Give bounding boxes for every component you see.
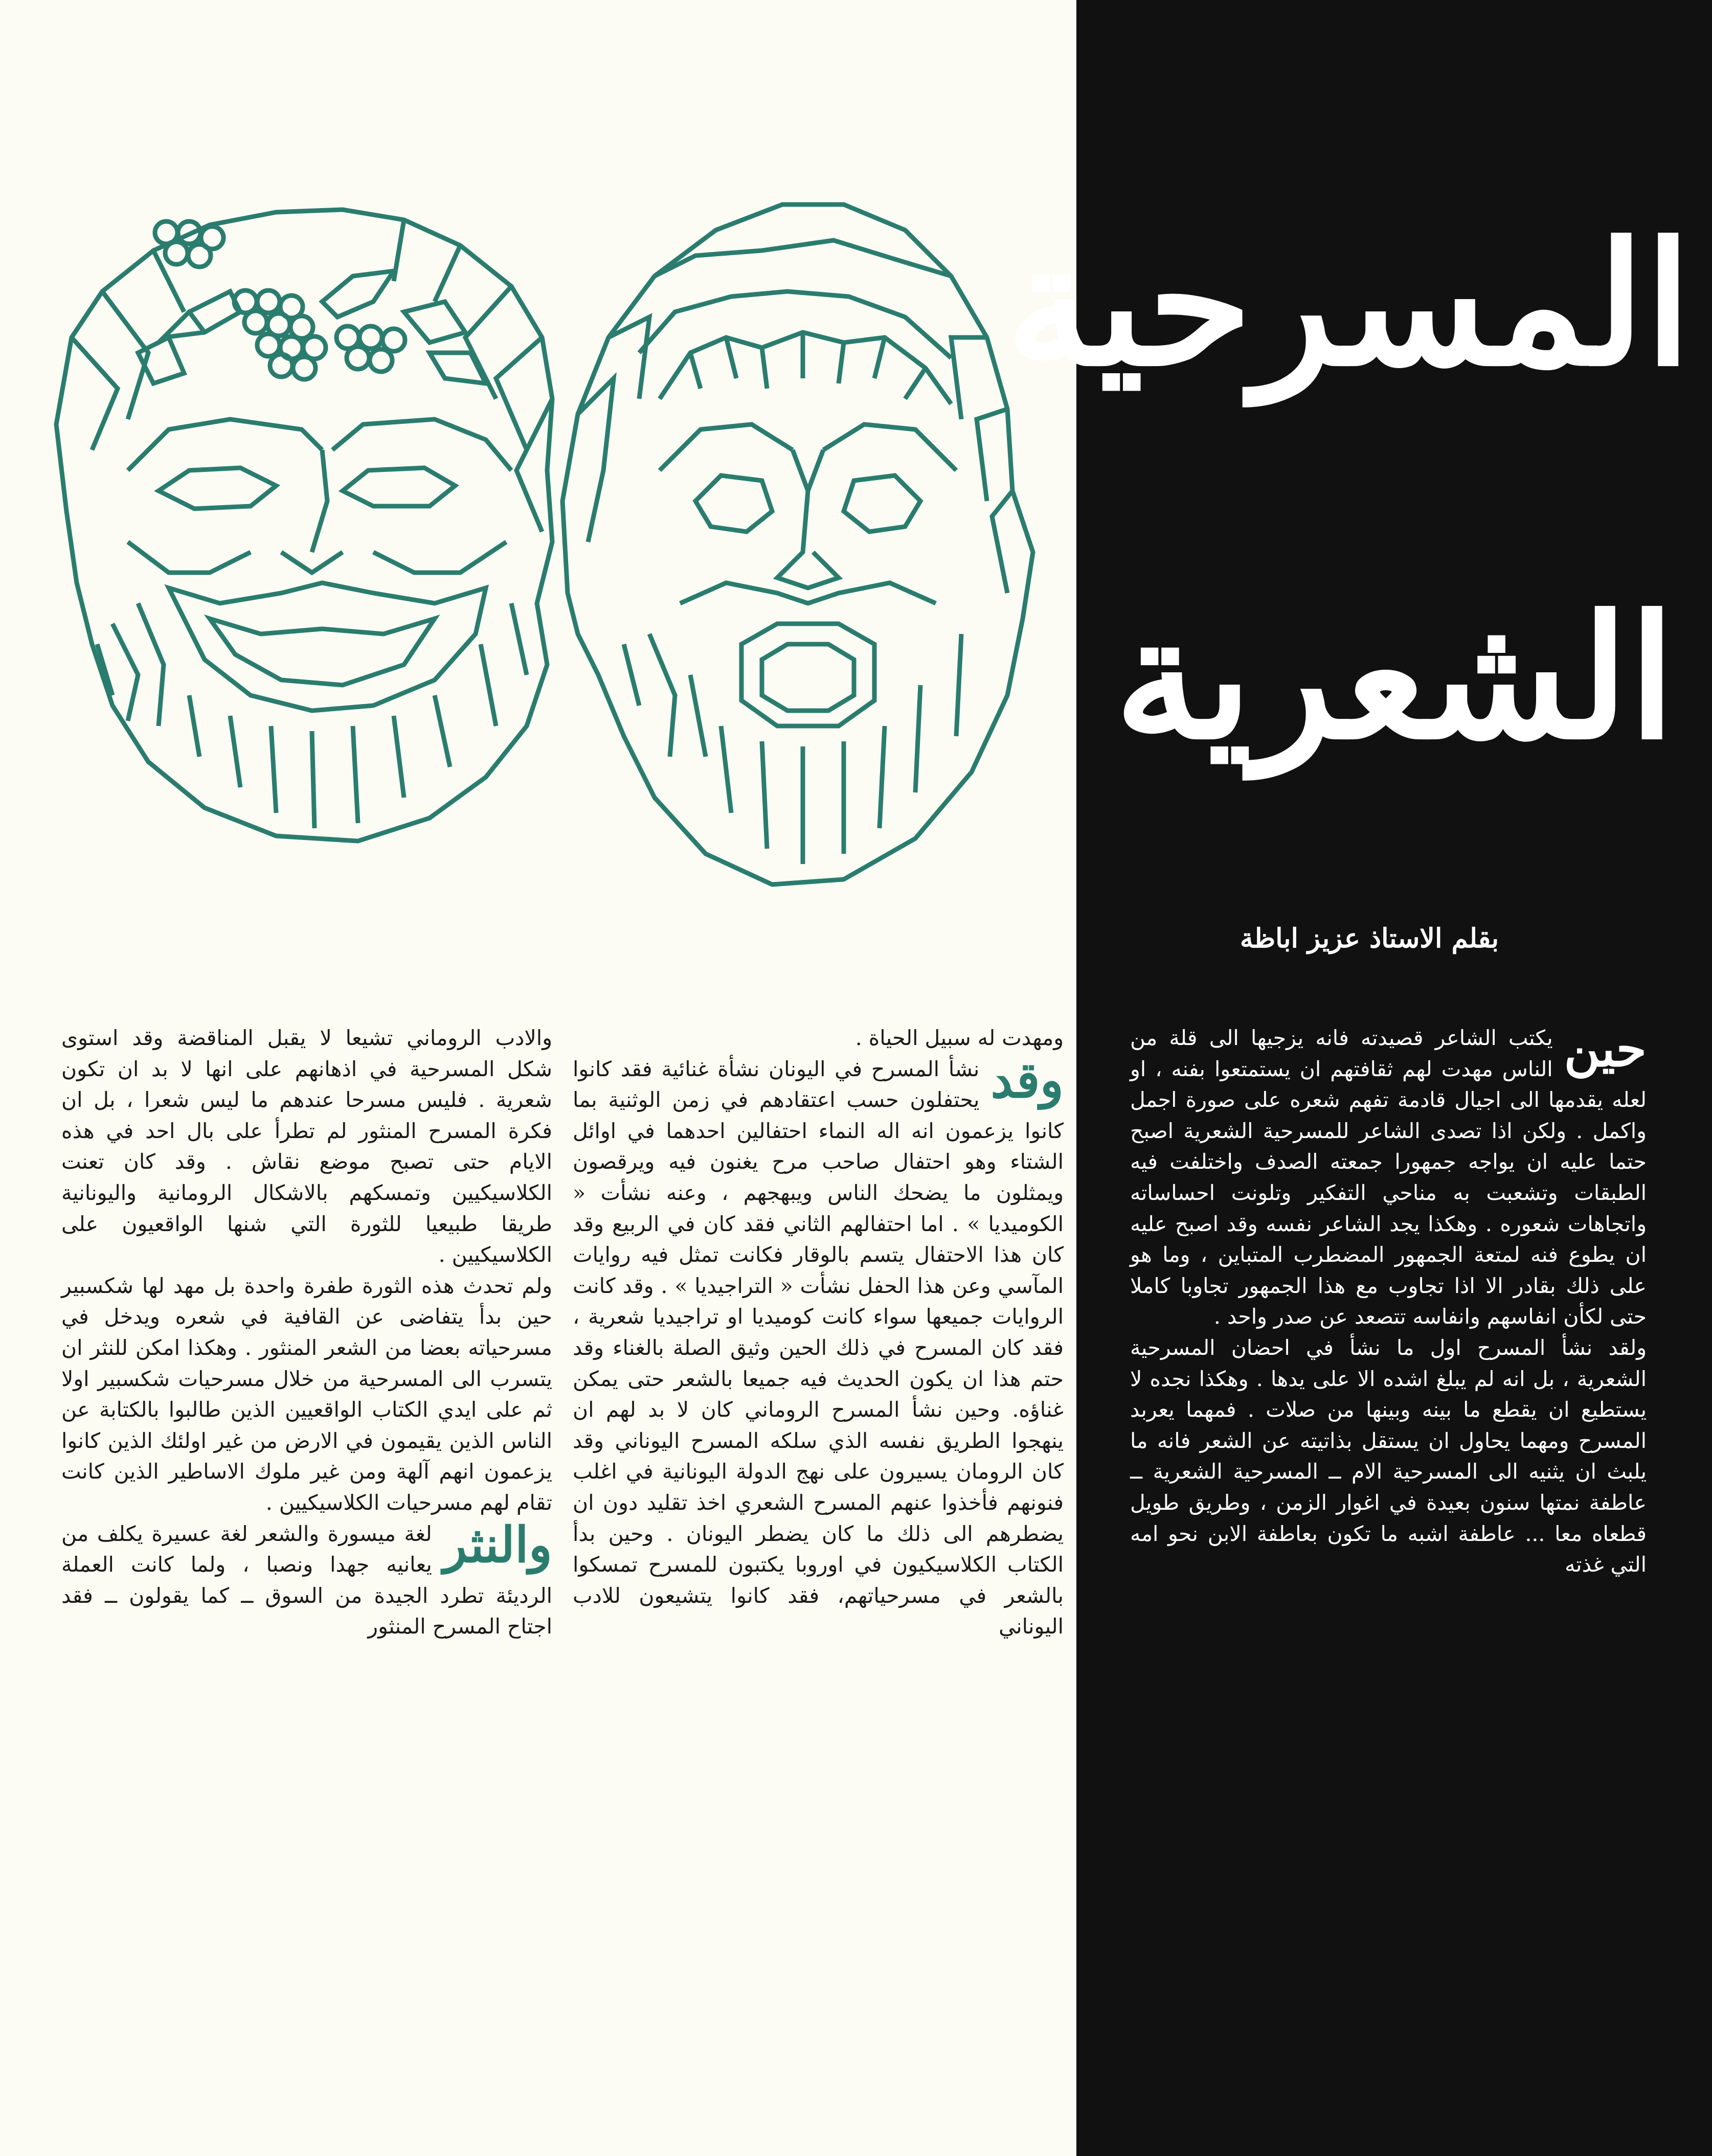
column-1-paragraph-1: يكتب الشاعر قصيدته فانه يزجيها الى قلة من الناس مهدت لهم ثقافتهم ان يستمتعوا بفنه ، او لعله يقدمها الى اجيال قادمة تفهم شعره على صورة اجمل واكمل . ولكن اذا تصدى الشاعر للمسرحية الشعرية اصبح حتما عليه ان يواجه جمهورا جمعته الصدف واختلفت فيه الطبقات وتشعبت به مناحي التفكير وتلونت احساساته واتجاهات شعوره . وهكذا يجد الشاعر نفسه وقد اصبح عليه ان يطوع فنه لمتعة الجمهور المضطرب المتباين ، وما هو على ذلك بقادر الا اذا تجاوب مع هذا الجمهور تجاوبا كاملا حتى لكأن انفاسهم وانفاسه تتصعد عن صدر واحد .	[1130, 1026, 1647, 1329]
theatre-masks-illustration	[36, 184, 1053, 920]
column-3-paragraph-2: ولم تحدث هذه الثورة طفرة واحدة بل مهد لها شكسبير حين بدأ يتفاضى عن القافية في شعره ويدخل في مسرحياته بعضا من الشعر المنثور . وهكذا امكن للنثر ان يتسرب الى المسرحية من خلال مسرحيات شكسبير اولا ثم على ايدي الكتاب الواقعيين الذين طالبوا بالكتابة عن الناس الذين يقيمون في الارض من غير اولئك الذين كانوا يزعمون انهم آلهة ومن غير ملوك الاساطير الذين كانت تقام لهم مسرحيات الكلاسيكيين .	[61, 1273, 552, 1515]
column-2-paragraph-0: ومهدت له سبيل الحياة .	[855, 1026, 1064, 1050]
column-3-paragraph-1: والادب الروماني تشيعا لا يقبل المناقضة وقد استوى شكل المسرحية في اذهانهم على انها لا بد ان تكون شعرية . فليس مسرحا عندهم ما ليس شعرا ، بل ان فكرة المسرح المنثور لم تطرأ على بال احد في هذه الايام حتى تصبح موضع نقاش . وقد كان تعنت الكلاسيكيين وتمسكهم بالاشكال الرومانية واليونانية طريقا طبيعيا للثورة التي شنها الواقعيون على الكلاسيكيين .	[61, 1026, 552, 1267]
article-column-3	[61, 1023, 552, 1642]
author-byline: بقلم الاستاذ عزيز اباظة	[1240, 923, 1499, 954]
article-column-2	[573, 1023, 1064, 1642]
tragedy-mask-icon	[562, 205, 1033, 884]
article-column-1	[1130, 1020, 1647, 1580]
column-1-paragraph-2: ولقد نشأ المسرح اول ما نشأ في احضان المسرحية الشعرية ، بل انه لم يبلغ اشده الا على يدها . وهكذا نجده لا يستطيع ان يقطع ما بينه وبينها من صلات . فمهما يعربد المسرح ومهما يحاول ان يستقل بذاتيته عن الشعر فانه ما يلبث ان يثنيه الى المسرحية الام ــ المسرحية الشعرية ــ عاطفة نمتها سنون بعيدة في اغوار الزمن ، وطريق طويل قطعاه معا ... عاطفة اشبه ما تكون بعاطفة الابن نحو امه التي غذته	[1130, 1335, 1647, 1577]
dropcap-walnathr: والنثر	[443, 1515, 552, 1574]
column-2-paragraph-1: نشأ المسرح في اليونان نشأة غنائية فقد كانوا يحتفلون حسب اعتقادهم في زمن الوثنية بما كانوا يزعمون انه اله النماء احتفالين احدهما في اوائل الشتاء وهو احتفال صاحب مرح يغنون فيه ويرقصون ويمثلون ما يضحك الناس ويبهجهم ، وعنه نشأت « الكوميديا » . اما احتفالهم الثاني فقد كان في الربيع وقد كان هذا الاحتفال يتسم بالوقار فكانت تمثل فيه روايات المآسي وعن هذا الحفل نشأت « التراجيديا » . وقد كانت الروايات جميعها سواء كانت كوميديا او تراجيديا شعرية ، فقد كان المسرح في ذلك الحين وثيق الصلة بالغناء وقد حتم هذا ان يكون الحديث فيه جميعا بالشعر حتى يمكن غناؤه. وحين نشأ المسرح الروماني كان لا بد لهم ان ينهجوا الطريق نفسه الذي سلكه المسرح اليوناني وقد كان الرومان يسيرون على نهج الدولة اليونانية في اغلب فنونهم فأخذوا عنهم المسرح الشعري اخذ تقليد دون ان يضطرهم الى ذلك ما كان يضطر اليونان . وحين بدأ الكتاب الكلاسيكيون في اوروبا يكتبون للمسرح تمسكوا بالشعر في مسرحياتهم، فقد كانوا يتشيعون للادب اليوناني	[573, 1056, 1064, 1639]
column-3-paragraph-3: لغة ميسورة والشعر لغة عسيرة يكلف من يعانيه جهدا ونصبا ، ولما كانت العملة الرديئة تطرد الجيدة من السوق ــ كما يقولون ــ فقد اجتاح المسرح المنثور	[61, 1521, 552, 1639]
article-title-line-2: الشعرية	[1114, 578, 1676, 777]
dropcap-hin: حين	[1564, 1020, 1647, 1078]
article-title-line-1: المسرحية	[1006, 205, 1692, 403]
dropcap-waqad: وقد	[990, 1051, 1064, 1109]
comedy-mask-icon	[56, 210, 552, 841]
